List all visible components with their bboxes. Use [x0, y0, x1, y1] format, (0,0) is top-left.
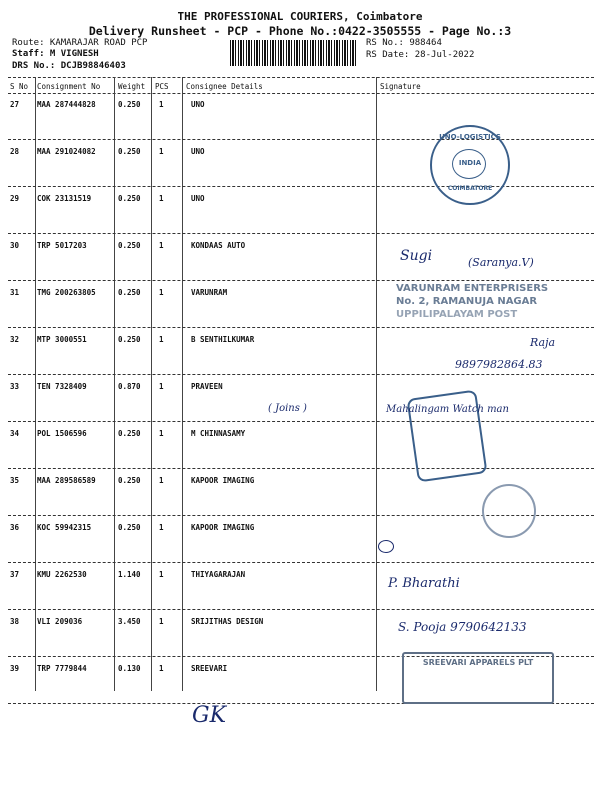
cell-consignee: UNO [191, 194, 205, 203]
cell-consignment: KOC 59942315 [37, 523, 92, 532]
cell-weight: 0.250 [118, 429, 141, 438]
cell-pcs: 1 [159, 194, 164, 203]
cell-sno: 36 [10, 523, 20, 532]
cell-sno: 31 [10, 288, 20, 297]
cell-consignee: VARUNRAM [191, 288, 228, 297]
round-stamp-row-36 [482, 484, 536, 538]
cell-weight: 0.250 [118, 335, 141, 344]
cell-consignee: KONDAAS AUTO [191, 241, 246, 250]
page-subtitle: Delivery Runsheet - PCP - Phone No.:0422-3505555 - Page No.:3 [88, 24, 512, 38]
staff-label: Staff: M VIGNESH [12, 49, 99, 59]
cell-consignee: KAPOOR IMAGING [191, 476, 255, 485]
col-signature: Signature [380, 82, 421, 91]
cell-weight: 0.130 [118, 664, 141, 673]
cell-consignment: MAA 291024082 [37, 147, 96, 156]
varunram-stamp-line-1: VARUNRAM ENTERPRISERS [396, 283, 549, 294]
cell-weight: 0.870 [118, 382, 141, 391]
cell-consignee: THIYAGARAJAN [191, 570, 246, 579]
table-row [0, 194, 600, 208]
signature-row-34: Mahalingam Watch man [386, 404, 509, 415]
cell-consignee: B SENTHILKUMAR [191, 335, 255, 344]
cell-pcs: 1 [159, 288, 164, 297]
note-row-34: ( Joins ) [268, 403, 307, 414]
bottom-initial: GK [192, 703, 227, 728]
cell-sno: 32 [10, 335, 20, 344]
cell-consignment: TEN 7328409 [37, 382, 87, 391]
cell-consignment: POL 1506596 [37, 429, 87, 438]
cell-pcs: 1 [159, 241, 164, 250]
uno-stamp-center-text: INDIA [458, 159, 482, 167]
cell-weight: 0.250 [118, 476, 141, 485]
cell-weight: 0.250 [118, 147, 141, 156]
row-divider [8, 280, 594, 281]
table-row [0, 382, 600, 396]
cell-sno: 27 [10, 100, 20, 109]
table-row [0, 147, 600, 161]
cell-weight: 3.450 [118, 617, 141, 626]
cell-sno: 38 [10, 617, 20, 626]
col-consignee: Consignee Details [186, 82, 263, 91]
cell-consignment: MAA 289586589 [37, 476, 96, 485]
cell-consignment: TRP 5017203 [37, 241, 87, 250]
row-divider [8, 327, 594, 328]
barcode [230, 40, 358, 66]
uno-stamp-bottom-text: COIMBATORE [447, 185, 493, 192]
cell-consignee: UNO [191, 147, 205, 156]
cell-weight: 0.250 [118, 288, 141, 297]
cell-pcs: 1 [159, 476, 164, 485]
cell-pcs: 1 [159, 147, 164, 156]
cell-consignee: SREEVARI [191, 664, 228, 673]
cell-pcs: 1 [159, 664, 164, 673]
cell-sno: 28 [10, 147, 20, 156]
cell-consignment: TMG 200263805 [37, 288, 96, 297]
cell-consignee: PRAVEEN [191, 382, 223, 391]
cell-weight: 0.250 [118, 194, 141, 203]
cell-consignment: TRP 7779844 [37, 664, 87, 673]
cell-pcs: 1 [159, 617, 164, 626]
page-title: THE PROFESSIONAL COURIERS, Coimbatore [177, 10, 423, 23]
row-divider [8, 468, 594, 469]
cell-weight: 1.140 [118, 570, 141, 579]
cell-consignment: KMU 2262530 [37, 570, 87, 579]
cell-consignee: UNO [191, 100, 205, 109]
signature-row-38: S. Pooja 9790642133 [398, 620, 527, 634]
cell-sno: 39 [10, 664, 20, 673]
sreevari-stamp-text: SREEVARI APPARELS PLT [422, 658, 534, 667]
table-top-border [8, 77, 594, 78]
cell-consignee: SRIJITHAS DESIGN [191, 617, 264, 626]
header-divider [8, 93, 594, 94]
cell-pcs: 1 [159, 382, 164, 391]
table-row [0, 241, 600, 255]
varunram-stamp-line-3: UPPILIPALAYAM POST [396, 309, 518, 320]
cell-pcs: 1 [159, 335, 164, 344]
row-divider [8, 233, 594, 234]
cell-sno: 37 [10, 570, 20, 579]
cell-sno: 35 [10, 476, 20, 485]
cell-sno: 33 [10, 382, 20, 391]
col-sno: S No [10, 82, 29, 91]
cell-pcs: 1 [159, 100, 164, 109]
cell-weight: 0.250 [118, 241, 141, 250]
cell-pcs: 1 [159, 429, 164, 438]
cell-consignment: COK 23131519 [37, 194, 92, 203]
row-divider [8, 609, 594, 610]
row-divider [8, 421, 594, 422]
signature-row-32-phone: 9897982864.83 [455, 358, 543, 371]
cell-weight: 0.250 [118, 523, 141, 532]
row-divider [8, 374, 594, 375]
cell-sno: 29 [10, 194, 20, 203]
rs-date: RS Date: 28-Jul-2022 [366, 50, 475, 60]
cell-pcs: 1 [159, 523, 164, 532]
rs-number: RS No.: 988464 [366, 38, 442, 48]
cell-consignment: MAA 287444828 [37, 100, 96, 109]
row-divider [8, 562, 594, 563]
col-weight: Weight [118, 82, 146, 91]
sreevari-stamp [402, 652, 554, 704]
cell-consignment: MTP 3000551 [37, 335, 87, 344]
col-consignment: Consignment No [37, 82, 101, 91]
uno-stamp-top-text: UNO-LOGISTICS [439, 133, 501, 141]
cell-pcs: 1 [159, 570, 164, 579]
varunram-stamp-line-2: No. 2, RAMANUJA NAGAR [396, 296, 538, 307]
cell-sno: 34 [10, 429, 20, 438]
table-row [0, 100, 600, 114]
route-label: Route: KAMARAJAR ROAD PCP [12, 38, 148, 48]
cell-weight: 0.250 [118, 100, 141, 109]
cell-consignee: KAPOOR IMAGING [191, 523, 255, 532]
signature-row-32: Raja [530, 336, 556, 349]
mark-row-36 [378, 540, 394, 553]
signature-row-30-name: (Saranya.V) [468, 256, 534, 269]
uno-logistics-stamp [430, 125, 510, 205]
signature-row-37: P. Bharathi [388, 576, 460, 591]
table-row [0, 335, 600, 349]
cell-consignment: VLI 209036 [37, 617, 83, 626]
signature-row-30: Sugi [400, 248, 433, 264]
cell-sno: 30 [10, 241, 20, 250]
table-row [0, 570, 600, 584]
table-row [0, 429, 600, 443]
drs-number: DRS No.: DCJB98846403 [12, 61, 126, 71]
cell-consignee: M CHINNASAMY [191, 429, 246, 438]
col-pcs: PCS [155, 82, 169, 91]
